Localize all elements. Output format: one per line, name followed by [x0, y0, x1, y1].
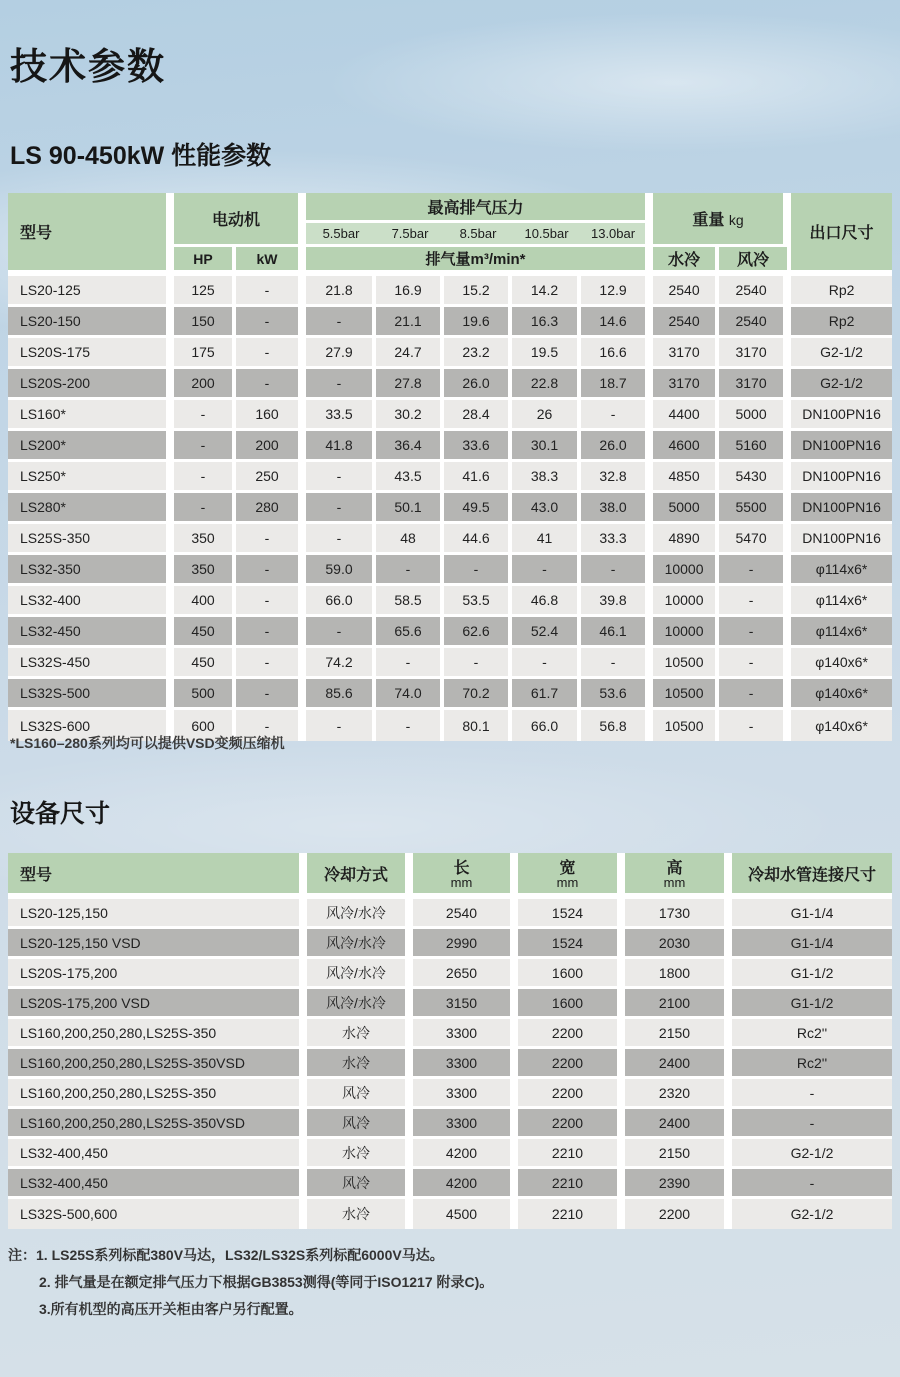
table-cell: LS20-150 — [8, 307, 170, 338]
table-cell: LS20S-175,200 VSD — [8, 989, 303, 1019]
table-row — [8, 1199, 892, 1229]
table-cell: 2150 — [621, 1139, 728, 1169]
table-cell: 5000 — [719, 400, 787, 431]
table-cell: 15.2 — [444, 276, 512, 307]
vsd-footnote: *LS160–280系列均可以提供VSD变频压缩机 — [10, 735, 285, 751]
table-cell: LS25S-350 — [8, 524, 170, 555]
table-row — [8, 989, 892, 1019]
table-cell: 水冷 — [303, 1049, 409, 1079]
col-header-cooling-method: 冷却方式 — [303, 853, 409, 899]
col-header-bar-13-0: 13.0bar — [581, 223, 649, 247]
table-cell: 18.7 — [581, 369, 649, 400]
table-cell: LS32-350 — [8, 555, 170, 586]
table-cell: 26.0 — [444, 369, 512, 400]
table-cell: 74.2 — [302, 648, 376, 679]
table-cell: 2400 — [621, 1049, 728, 1079]
col-header-bar-7-5: 7.5bar — [376, 223, 444, 247]
table-cell: 66.0 — [512, 710, 581, 741]
col-header-outlet: 出口尺寸 — [787, 193, 892, 276]
table-cell: - — [719, 679, 787, 710]
table-cell: 22.8 — [512, 369, 581, 400]
dimensions-section-title: 设备尺寸 — [10, 800, 111, 828]
table-cell: 5000 — [649, 493, 719, 524]
table-cell: 450 — [170, 648, 236, 679]
table-row — [8, 338, 892, 369]
table-cell: φ114x6* — [787, 555, 892, 586]
table-cell: 59.0 — [302, 555, 376, 586]
table-cell: 500 — [170, 679, 236, 710]
table-row — [8, 1169, 892, 1199]
table-cell: - — [581, 400, 649, 431]
table-row — [8, 307, 892, 338]
performance-section-title: LS 90-450kW 性能参数 — [10, 142, 272, 170]
table-cell: 53.5 — [444, 586, 512, 617]
table-cell: 14.6 — [581, 307, 649, 338]
table-cell: G2-1/2 — [787, 369, 892, 400]
table-cell: Rc2'' — [728, 1049, 892, 1079]
table-row — [8, 1109, 892, 1139]
table-cell: G2-1/2 — [728, 1139, 892, 1169]
table-cell: 74.0 — [376, 679, 444, 710]
table-cell: LS20-125 — [8, 276, 170, 307]
table-cell: 2400 — [621, 1109, 728, 1139]
table-cell: - — [302, 524, 376, 555]
table-cell: 150 — [170, 307, 236, 338]
table-cell: 16.9 — [376, 276, 444, 307]
table-row — [8, 648, 892, 679]
table-cell: 10000 — [649, 617, 719, 648]
table-cell: 3170 — [719, 338, 787, 369]
table-cell: 66.0 — [302, 586, 376, 617]
table-cell: 16.6 — [581, 338, 649, 369]
table-cell: - — [302, 493, 376, 524]
table-cell: LS250* — [8, 462, 170, 493]
table-row — [8, 899, 892, 929]
table-cell: 62.6 — [444, 617, 512, 648]
table-row — [8, 586, 892, 617]
table-cell: 52.4 — [512, 617, 581, 648]
col-header-model: 型号 — [8, 853, 303, 899]
table-cell: 80.1 — [444, 710, 512, 741]
dimensions-table-header — [8, 853, 892, 899]
table-cell: 4600 — [649, 431, 719, 462]
table-row — [8, 1019, 892, 1049]
table-cell: - — [719, 586, 787, 617]
table-cell: 125 — [170, 276, 236, 307]
table-row — [8, 679, 892, 710]
performance-table-body — [8, 276, 892, 741]
dimensions-table — [8, 853, 892, 1229]
table-cell: 19.6 — [444, 307, 512, 338]
table-row — [8, 369, 892, 400]
table-cell: 21.8 — [302, 276, 376, 307]
table-cell: 2650 — [409, 959, 514, 989]
table-cell: 水冷 — [303, 1019, 409, 1049]
table-cell: LS32-400,450 — [8, 1139, 303, 1169]
table-cell: 3170 — [649, 369, 719, 400]
table-cell: - — [236, 555, 302, 586]
table-row — [8, 617, 892, 648]
table-cell: LS160,200,250,280,LS25S-350 — [8, 1019, 303, 1049]
table-cell: 19.5 — [512, 338, 581, 369]
table-cell: φ140x6* — [787, 679, 892, 710]
table-cell: 250 — [236, 462, 302, 493]
table-cell: 5500 — [719, 493, 787, 524]
table-cell: - — [444, 555, 512, 586]
table-cell: 41.8 — [302, 431, 376, 462]
table-cell: 4890 — [649, 524, 719, 555]
table-cell: 2200 — [514, 1049, 621, 1079]
table-cell: - — [236, 679, 302, 710]
table-cell: - — [728, 1109, 892, 1139]
table-cell: 27.8 — [376, 369, 444, 400]
table-cell: 56.8 — [581, 710, 649, 741]
note-2: 2. 排气量是在额定排气压力下根据GB3853测得(等同于ISO1217 附录C)。 — [39, 1274, 494, 1290]
table-cell: G1-1/4 — [728, 929, 892, 959]
table-cell: LS20-125,150 VSD — [8, 929, 303, 959]
table-cell: 3300 — [409, 1049, 514, 1079]
table-cell: - — [302, 462, 376, 493]
col-header-width: 宽 mm — [514, 853, 621, 899]
table-cell: 风冷 — [303, 1079, 409, 1109]
col-header-weight: 重量 kg — [649, 193, 787, 247]
table-cell: G1-1/2 — [728, 959, 892, 989]
table-cell: 2540 — [719, 307, 787, 338]
table-cell: - — [236, 307, 302, 338]
table-cell: 3170 — [719, 369, 787, 400]
table-cell: 4500 — [409, 1199, 514, 1229]
table-cell: - — [170, 462, 236, 493]
table-cell: φ114x6* — [787, 586, 892, 617]
col-header-bar-8-5: 8.5bar — [444, 223, 512, 247]
table-row — [8, 431, 892, 462]
table-cell: LS32-400 — [8, 586, 170, 617]
table-row — [8, 1049, 892, 1079]
col-header-model: 型号 — [8, 193, 170, 276]
table-cell: 50.1 — [376, 493, 444, 524]
page-title: 技术参数 — [10, 46, 166, 87]
col-header-length: 长 mm — [409, 853, 514, 899]
table-cell: 12.9 — [581, 276, 649, 307]
col-header-water-cooled: 水冷 — [649, 247, 719, 276]
table-cell: - — [719, 710, 787, 741]
table-cell: 26.0 — [581, 431, 649, 462]
table-cell: 2200 — [514, 1079, 621, 1109]
table-cell: 70.2 — [444, 679, 512, 710]
table-cell: 450 — [170, 617, 236, 648]
table-cell: 41.6 — [444, 462, 512, 493]
table-cell: - — [581, 555, 649, 586]
table-cell: 3300 — [409, 1019, 514, 1049]
table-cell: 43.0 — [512, 493, 581, 524]
table-cell: DN100PN16 — [787, 431, 892, 462]
table-cell: - — [236, 648, 302, 679]
table-cell: 3150 — [409, 989, 514, 1019]
table-row — [8, 1139, 892, 1169]
table-cell: 水冷 — [303, 1199, 409, 1229]
table-cell: 2200 — [514, 1109, 621, 1139]
table-cell: 65.6 — [376, 617, 444, 648]
table-cell: - — [170, 431, 236, 462]
table-cell: 2540 — [719, 276, 787, 307]
table-cell: 10000 — [649, 586, 719, 617]
table-cell: φ140x6* — [787, 710, 892, 741]
table-cell: 2320 — [621, 1079, 728, 1109]
table-cell: φ114x6* — [787, 617, 892, 648]
table-cell: 16.3 — [512, 307, 581, 338]
table-cell: 2540 — [649, 276, 719, 307]
table-cell: 1600 — [514, 959, 621, 989]
table-cell: Rp2 — [787, 307, 892, 338]
table-cell: - — [376, 710, 444, 741]
notes-block — [8, 1242, 493, 1323]
table-cell: 39.8 — [581, 586, 649, 617]
table-cell: LS280* — [8, 493, 170, 524]
table-cell: 600 — [170, 710, 236, 741]
note-3: 3.所有机型的高压开关柜由客户另行配置。 — [39, 1301, 303, 1317]
table-cell: 风冷 — [303, 1169, 409, 1199]
table-cell: DN100PN16 — [787, 462, 892, 493]
table-cell: 4400 — [649, 400, 719, 431]
table-cell: 32.8 — [581, 462, 649, 493]
table-row — [8, 400, 892, 431]
table-cell: 58.5 — [376, 586, 444, 617]
table-cell: 2150 — [621, 1019, 728, 1049]
col-header-bar-10-5: 10.5bar — [512, 223, 581, 247]
table-row — [8, 276, 892, 307]
table-cell: - — [236, 276, 302, 307]
table-cell: 2210 — [514, 1139, 621, 1169]
table-cell: 5430 — [719, 462, 787, 493]
col-header-air-cooled: 风冷 — [719, 247, 787, 276]
table-cell: - — [719, 648, 787, 679]
table-cell: 160 — [236, 400, 302, 431]
table-cell: 2210 — [514, 1199, 621, 1229]
table-cell: - — [376, 648, 444, 679]
table-cell: 21.1 — [376, 307, 444, 338]
table-cell: 10000 — [649, 555, 719, 586]
table-cell: - — [302, 307, 376, 338]
table-cell: 33.6 — [444, 431, 512, 462]
table-cell: 3170 — [649, 338, 719, 369]
performance-table-header — [8, 193, 892, 276]
col-header-bar-5-5: 5.5bar — [302, 223, 376, 247]
table-cell: LS32-450 — [8, 617, 170, 648]
table-cell: 200 — [236, 431, 302, 462]
table-cell: 44.6 — [444, 524, 512, 555]
table-cell: Rp2 — [787, 276, 892, 307]
table-cell: 2200 — [514, 1019, 621, 1049]
table-cell: 10500 — [649, 679, 719, 710]
table-cell: - — [512, 555, 581, 586]
table-row — [8, 493, 892, 524]
table-cell: 53.6 — [581, 679, 649, 710]
table-cell: G1-1/4 — [728, 899, 892, 929]
table-cell: - — [170, 400, 236, 431]
table-cell: 33.3 — [581, 524, 649, 555]
table-cell: - — [236, 617, 302, 648]
table-cell: 10500 — [649, 648, 719, 679]
table-cell: LS32-400,450 — [8, 1169, 303, 1199]
table-cell: - — [719, 617, 787, 648]
table-row — [8, 524, 892, 555]
table-row — [8, 1079, 892, 1109]
table-cell: - — [719, 555, 787, 586]
table-cell: 1524 — [514, 899, 621, 929]
table-cell: LS32S-500 — [8, 679, 170, 710]
table-cell: 49.5 — [444, 493, 512, 524]
table-cell: 30.1 — [512, 431, 581, 462]
table-cell: - — [236, 338, 302, 369]
table-cell: G2-1/2 — [728, 1199, 892, 1229]
table-cell: 350 — [170, 555, 236, 586]
table-cell: 48 — [376, 524, 444, 555]
table-cell: 4850 — [649, 462, 719, 493]
table-cell: 2100 — [621, 989, 728, 1019]
table-cell: DN100PN16 — [787, 493, 892, 524]
table-cell: - — [236, 524, 302, 555]
table-row — [8, 462, 892, 493]
table-cell: - — [236, 369, 302, 400]
table-cell: 2030 — [621, 929, 728, 959]
table-cell: 28.4 — [444, 400, 512, 431]
table-cell: 24.7 — [376, 338, 444, 369]
table-cell: LS160,200,250,280,LS25S-350 — [8, 1079, 303, 1109]
table-cell: LS32S-450 — [8, 648, 170, 679]
table-cell: LS160* — [8, 400, 170, 431]
table-row — [8, 959, 892, 989]
table-cell: - — [302, 710, 376, 741]
table-cell: 4200 — [409, 1139, 514, 1169]
table-cell: 10500 — [649, 710, 719, 741]
table-cell: 46.1 — [581, 617, 649, 648]
table-cell: LS32S-600 — [8, 710, 170, 741]
table-cell: 38.0 — [581, 493, 649, 524]
table-cell: 2390 — [621, 1169, 728, 1199]
note-1: 注：1. LS25S系列标配380V马达，LS32/LS32S系列标配6000V马达。 — [8, 1247, 444, 1263]
table-cell: - — [236, 710, 302, 741]
table-cell: 41 — [512, 524, 581, 555]
table-cell: 5160 — [719, 431, 787, 462]
table-cell: LS32S-500,600 — [8, 1199, 303, 1229]
table-cell: - — [376, 555, 444, 586]
col-header-motor: 电动机 — [170, 193, 302, 247]
table-cell: 14.2 — [512, 276, 581, 307]
dimensions-table-body — [8, 899, 892, 1229]
table-cell: 36.4 — [376, 431, 444, 462]
table-cell: 2990 — [409, 929, 514, 959]
table-cell: - — [236, 586, 302, 617]
table-cell: 38.3 — [512, 462, 581, 493]
table-cell: LS20S-200 — [8, 369, 170, 400]
table-cell: - — [728, 1079, 892, 1109]
table-cell: LS20-125,150 — [8, 899, 303, 929]
table-cell: DN100PN16 — [787, 400, 892, 431]
table-cell: - — [444, 648, 512, 679]
table-cell: - — [581, 648, 649, 679]
table-cell: 350 — [170, 524, 236, 555]
table-cell: 26 — [512, 400, 581, 431]
table-cell: 200 — [170, 369, 236, 400]
table-cell: φ140x6* — [787, 648, 892, 679]
table-row — [8, 555, 892, 586]
col-header-flow: 排气量m³/min* — [302, 247, 649, 276]
table-cell: - — [512, 648, 581, 679]
table-cell: LS160,200,250,280,LS25S-350VSD — [8, 1109, 303, 1139]
table-cell: 1730 — [621, 899, 728, 929]
table-cell: 1600 — [514, 989, 621, 1019]
table-cell: - — [302, 369, 376, 400]
table-cell: 23.2 — [444, 338, 512, 369]
table-cell: 3300 — [409, 1109, 514, 1139]
table-cell: 2540 — [409, 899, 514, 929]
table-row — [8, 929, 892, 959]
table-cell: 61.7 — [512, 679, 581, 710]
table-cell: - — [170, 493, 236, 524]
table-cell: 2210 — [514, 1169, 621, 1199]
performance-table — [8, 193, 892, 741]
col-header-max-pressure: 最高排气压力 — [302, 193, 649, 223]
table-cell: 2540 — [649, 307, 719, 338]
table-cell: 27.9 — [302, 338, 376, 369]
table-cell: DN100PN16 — [787, 524, 892, 555]
table-cell: 风冷 — [303, 1109, 409, 1139]
table-cell: 43.5 — [376, 462, 444, 493]
table-cell: 175 — [170, 338, 236, 369]
table-cell: LS160,200,250,280,LS25S-350VSD — [8, 1049, 303, 1079]
table-cell: 30.2 — [376, 400, 444, 431]
table-cell: Rc2'' — [728, 1019, 892, 1049]
table-cell: 5470 — [719, 524, 787, 555]
table-cell: LS200* — [8, 431, 170, 462]
table-cell: LS20S-175,200 — [8, 959, 303, 989]
col-header-hp: HP — [170, 247, 236, 276]
table-cell: G2-1/2 — [787, 338, 892, 369]
table-cell: 1800 — [621, 959, 728, 989]
table-cell: 33.5 — [302, 400, 376, 431]
table-cell: 1524 — [514, 929, 621, 959]
col-header-height: 高 mm — [621, 853, 728, 899]
table-cell: - — [302, 617, 376, 648]
table-cell: 280 — [236, 493, 302, 524]
table-cell: 3300 — [409, 1079, 514, 1109]
table-cell: LS20S-175 — [8, 338, 170, 369]
table-cell: 400 — [170, 586, 236, 617]
col-header-pipe-size: 冷却水管连接尺寸 — [728, 853, 892, 899]
table-cell: 风冷/水冷 — [303, 899, 409, 929]
table-cell: 风冷/水冷 — [303, 989, 409, 1019]
table-cell: G1-1/2 — [728, 989, 892, 1019]
table-cell: 风冷/水冷 — [303, 929, 409, 959]
table-cell: 风冷/水冷 — [303, 959, 409, 989]
col-header-kw: kW — [236, 247, 302, 276]
table-cell: 2200 — [621, 1199, 728, 1229]
table-cell: - — [728, 1169, 892, 1199]
table-cell: 水冷 — [303, 1139, 409, 1169]
table-cell: 4200 — [409, 1169, 514, 1199]
table-cell: 46.8 — [512, 586, 581, 617]
table-cell: 85.6 — [302, 679, 376, 710]
